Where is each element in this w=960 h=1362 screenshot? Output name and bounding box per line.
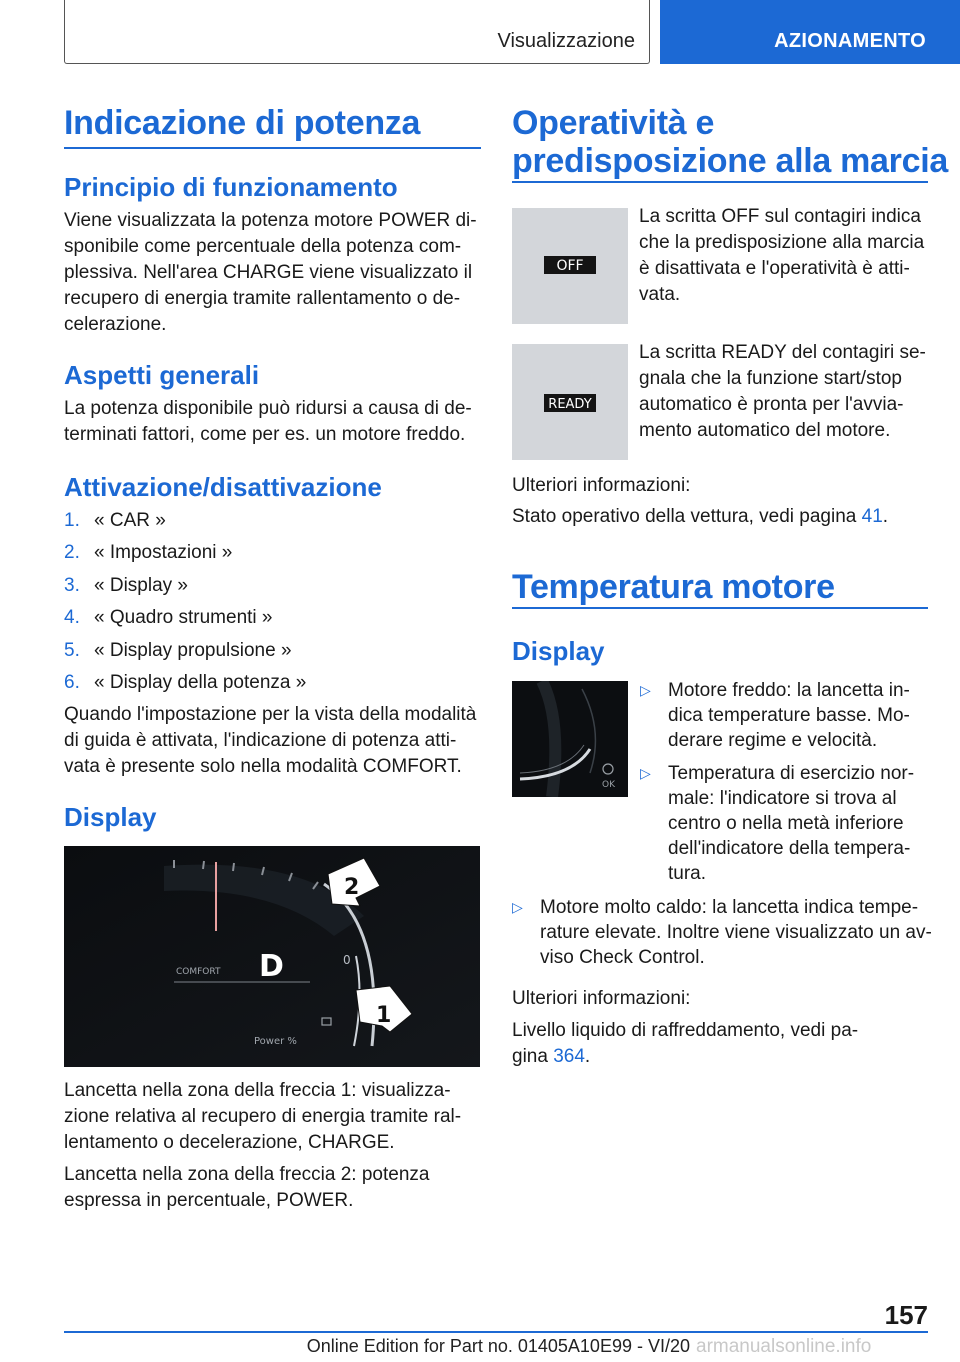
text-line: tura. — [668, 863, 707, 884]
ref-text: Stato operativo della vettura, vedi pagina — [512, 506, 862, 527]
text-line: Livello liquido di raffreddamento, vedi pa- — [512, 1020, 859, 1041]
text-line: plessiva. Nell'area CHARGE viene visualizzato il — [64, 262, 473, 283]
step-item — [64, 508, 484, 540]
text-line: centro o nella metà inferiore — [668, 813, 904, 834]
section-title-engine-temp: Temperatura motore — [512, 568, 835, 606]
text-line: gnala che la funzione start/stop — [639, 368, 903, 389]
ref-end: . — [584, 1046, 591, 1067]
text-line: dell'indicatore della tempera- — [668, 838, 911, 859]
heading-general: Aspetti generali — [64, 360, 260, 390]
text-line: automatico è pronta per l'avvia- — [639, 394, 904, 415]
heading-activation: Attivazione/disattivazione — [64, 472, 382, 502]
heading-principle: Principio di funzionamento — [64, 172, 398, 202]
more-info-2: Ulteriori informazioni: — [512, 988, 691, 1009]
step-text: « Display della potenza » — [94, 671, 307, 693]
svg-text:2: 2 — [344, 875, 360, 900]
text-line: dica temperature basse. Mo- — [668, 705, 910, 726]
text-line: espressa in percentuale, POWER. — [64, 1190, 354, 1211]
text-line: è disattivata e l'operatività è atti- — [639, 258, 910, 279]
header-section-title: Visualizzazione — [497, 30, 635, 52]
ready-display-image — [512, 344, 628, 460]
gear-indicator: D — [259, 949, 284, 984]
ok-label: OK — [602, 780, 615, 790]
text-line: Viene visualizzata la potenza motore POWER di- — [64, 210, 477, 231]
title-rule — [512, 181, 928, 183]
heading-display-right: Display — [512, 636, 605, 666]
header-chapter-label: AZIONAMENTO — [774, 30, 926, 52]
power-display-image — [64, 846, 480, 1067]
title-line: Operatività e — [512, 104, 715, 142]
step-item — [64, 540, 484, 572]
text-line: derare regime e velocità. — [668, 730, 878, 751]
step-number: 5. — [64, 639, 80, 661]
scale-zero: 0 — [343, 953, 351, 967]
text-line: La scritta OFF sul contagiri indica — [639, 206, 921, 227]
paragraph-principle — [64, 208, 477, 338]
text-line: Lancetta nella zona della freccia 1: visualizza- — [64, 1080, 451, 1101]
reference-1 — [512, 504, 888, 530]
paragraph-general — [64, 396, 472, 448]
step-text: « Impostazioni » — [94, 542, 233, 564]
page-link-41[interactable]: 41 — [861, 506, 883, 527]
step-number: 3. — [64, 574, 80, 596]
reference-2 — [512, 1018, 858, 1070]
power-percent-label: Power % — [254, 1036, 297, 1047]
step-number: 2. — [64, 542, 80, 564]
text-line: sponibile come percentuale della potenza com- — [64, 236, 462, 257]
text-line: viso Check Control. — [540, 947, 705, 968]
temperature-gauge-image — [512, 681, 628, 797]
edition-text: Online Edition for Part no. 01405A10E99 - VI/20 — [306, 1336, 690, 1356]
ready-badge: READY — [548, 397, 592, 412]
header-chapter-tab — [660, 0, 960, 64]
step-text: « Display » — [94, 574, 188, 596]
heading-display-left: Display — [64, 802, 157, 832]
text-line: celerazione. — [64, 314, 167, 335]
text-line: di guida è attivata, l'indicazione di potenza atti- — [64, 730, 457, 751]
off-display-image — [512, 208, 628, 324]
bullet-marker-icon: ▷ — [640, 765, 651, 781]
more-info-1: Ulteriori informazioni: — [512, 475, 691, 496]
step-number: 4. — [64, 607, 80, 629]
ref-end: . — [882, 506, 889, 527]
caption-arrow-2 — [64, 1162, 429, 1214]
text-line: terminati fattori, come per es. un motore freddo. — [64, 424, 466, 445]
step-item — [64, 605, 484, 637]
bullet-marker-icon: ▷ — [512, 899, 523, 915]
text-line: Quando l'impostazione per la vista della modalità — [64, 704, 477, 725]
step-number: 6. — [64, 671, 80, 693]
title-line: predisposizione alla marcia — [512, 142, 948, 180]
mode-label: COMFORT — [176, 967, 221, 977]
text-line: La potenza disponibile può ridursi a causa di de- — [64, 398, 472, 419]
page-link-364[interactable]: 364 — [553, 1046, 585, 1067]
text-line: mento automatico del motore. — [639, 420, 891, 441]
step-number: 1. — [64, 510, 80, 531]
text-line: rature elevate. Inoltre viene visualizzato un av- — [540, 922, 932, 943]
step-item — [64, 638, 484, 670]
step-text: « Quadro strumenti » — [94, 607, 273, 629]
title-rule — [512, 607, 928, 609]
svg-text:1: 1 — [376, 1003, 392, 1028]
section-title-readiness — [512, 104, 948, 180]
off-badge: OFF — [556, 258, 584, 274]
text-line: vata è presente solo nella modalità COMFORT. — [64, 756, 462, 777]
ref-text: gina — [512, 1046, 554, 1067]
step-text: « Display propulsione » — [94, 639, 292, 661]
bullet-marker-icon: ▷ — [640, 682, 651, 698]
paragraph-activation-note — [64, 702, 476, 780]
text-line: Temperatura di esercizio nor- — [668, 763, 915, 784]
section-title-power: Indicazione di potenza — [64, 104, 421, 142]
paragraph-ready — [639, 340, 926, 444]
text-line: recupero di energia tramite rallentamento o de- — [64, 288, 461, 309]
text-line: che la predisposizione alla marcia — [639, 232, 925, 253]
title-rule — [64, 147, 481, 149]
text-line: male: l'indicatore si trova al — [668, 788, 897, 809]
text-line: lentamento o decelerazione, CHARGE. — [64, 1132, 395, 1153]
step-item — [64, 670, 484, 702]
activation-steps — [64, 508, 484, 702]
paragraph-off — [639, 204, 924, 308]
text-line: Motore molto caldo: la lancetta indica tempe- — [540, 897, 919, 918]
text-line: vata. — [639, 284, 681, 305]
step-text: « CAR » — [94, 510, 166, 531]
watermark-text: armanualsonline.info — [696, 1336, 872, 1357]
text-line: Lancetta nella zona della freccia 2: potenza — [64, 1164, 430, 1185]
text-line: La scritta READY del contagiri se- — [639, 342, 926, 363]
footer-rule — [64, 1331, 928, 1333]
text-line: zione relativa al recupero di energia tramite ral- — [64, 1106, 462, 1127]
text-line: Motore freddo: la lancetta in- — [668, 680, 910, 701]
caption-arrow-1 — [64, 1078, 461, 1156]
page-number: 157 — [884, 1300, 928, 1330]
step-item — [64, 573, 484, 605]
